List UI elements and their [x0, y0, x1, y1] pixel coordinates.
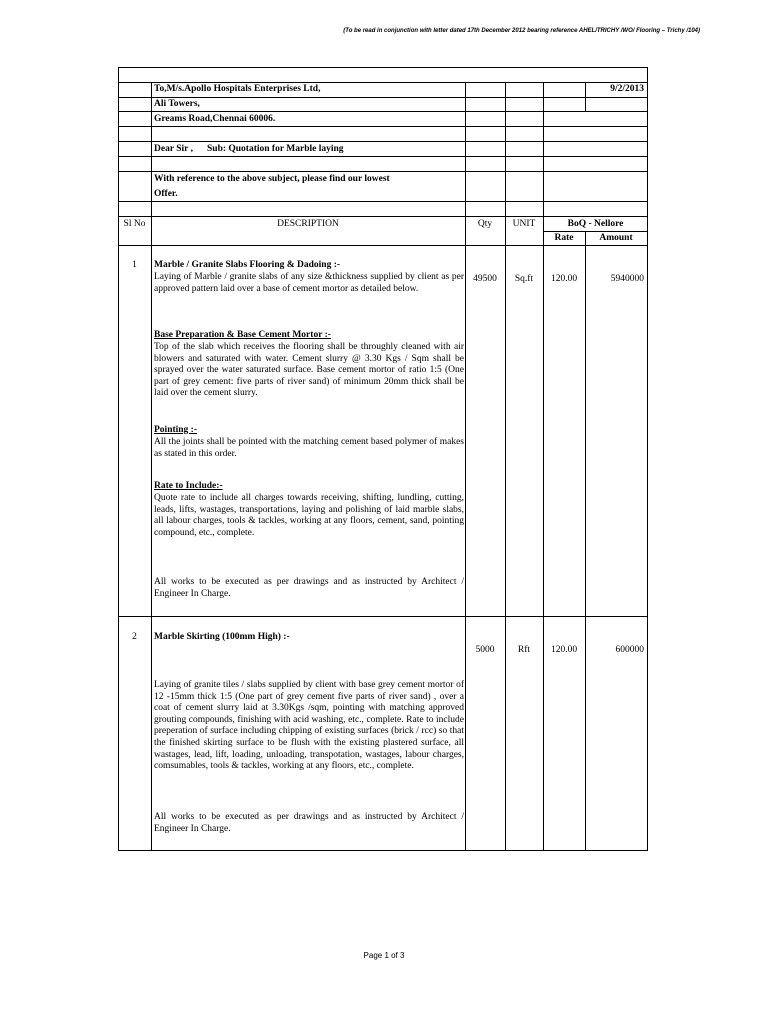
item-1-section-heading: Pointing :-: [154, 425, 198, 435]
header-boq: BoQ - Nellore: [567, 219, 624, 229]
item-2-unit: Rft: [517, 645, 531, 655]
item-1-section-heading: Base Preparation & Base Cement Mortor :-: [154, 330, 331, 340]
item-1-title: Marble / Granite Slabs Flooring & Dadoing :-: [154, 260, 341, 270]
rule-row: [118, 171, 648, 172]
rule-row: [118, 111, 648, 112]
rule-col-rate: [585, 231, 586, 851]
header-unit: UNIT: [512, 219, 536, 229]
item-1-sl: 1: [132, 260, 137, 270]
header-amount: Amount: [599, 233, 633, 243]
header-description: DESCRIPTION: [277, 219, 339, 229]
item-1-section-heading: Rate to Include:-: [154, 481, 223, 491]
rule-col-sl: [151, 82, 152, 851]
rule-right: [647, 67, 648, 851]
letter-date: 9/2/2013: [610, 84, 644, 94]
header-sl-no: Sl No: [123, 219, 146, 229]
item-2-qty: 5000: [475, 645, 495, 655]
item-1-closing: All works to be executed as per drawings and as instructed by Architect / Engineer In Charge.: [154, 577, 464, 599]
item-1-intro: Laying of Marble / granite slabs of any size &thickness supplied by client as per approved pattern laid over a base of cement mortor as detailed below.: [154, 272, 464, 294]
rule-item-divider: [118, 616, 648, 617]
item-1-section-text: Top of the slab which receives the flooring shall be throughly cleaned with air blowers and saturated with water. Cement slurry @ 3.30 Kgs / Sqm shall be sprayed over the water saturated surface. Base cement mortor of ratio 1:5 (One part of grey cement: five parts of river sand) of minimum 20mm thick shall be laid over the cement slurry.: [154, 342, 464, 399]
rule-row: [118, 97, 648, 98]
item-1-rate: 120.00: [550, 274, 578, 284]
item-1-qty: 49500: [473, 274, 497, 284]
item-2-sl: 2: [132, 632, 137, 642]
item-2-title: Marble Skirting (100mm High) :-: [154, 632, 290, 642]
address-line-2: Greams Road,Chennai 60006.: [154, 114, 276, 124]
salutation: Dear Sir ,: [154, 144, 193, 154]
reference-line-1: With reference to the above subject, please find our lowest: [154, 174, 390, 184]
header-reference-note: (To be read in conjunction with letter dated 17th December 2012 bearing reference AHEL/TRICHY /WO/ Flooring – Trichy /104): [343, 28, 700, 34]
item-1-amount: 5940000: [610, 274, 644, 284]
rule-left: [118, 67, 119, 851]
item-2-rate: 120.00: [550, 645, 578, 655]
quotation-table: [118, 67, 648, 851]
addressee: To,M/s.Apollo Hospitals Enterprises Ltd,: [154, 84, 321, 94]
rule-row: [118, 201, 648, 202]
rule-row: [118, 82, 648, 83]
rule-bottom: [118, 850, 648, 851]
page-number: Page 1 of 3: [363, 951, 405, 960]
header-rate: Rate: [554, 233, 574, 243]
item-1-section-text: All the joints shall be pointed with the matching cement based polymer of makes as stated in this order.: [154, 437, 464, 459]
rule-col-unit: [543, 82, 544, 851]
rule-header-bottom: [118, 245, 648, 246]
item-2-description: Laying of granite tiles / slabs supplied by client with base grey cement mortor of 12 -15mm thick 1:5 (One part of grey cement five parts of river sand) , over a coat of cement slurry laid at 3.30Kgs /sqm, pointing with matching approved grouting compounds, finishing with acid washing, etc., complete. Rate to include preperation of surface including chipping of existing surfaces (brick / rcc) so that the finished skirting surface to be flush with the existing plastered surface, all wastages, lead, lift, loading, unloading, transpotation, wastages, labour charges, comsumables, tools & tackles, working at any floors, etc., complete.: [154, 680, 464, 772]
item-1-unit: Sq.ft: [514, 274, 534, 284]
header-qty: Qty: [477, 219, 493, 229]
item-2-amount: 600000: [615, 645, 644, 655]
rule-col-desc: [465, 82, 466, 851]
subject-line: Sub: Quotation for Marble laying: [207, 144, 344, 154]
rule-row: [118, 141, 648, 142]
rule-row: [118, 156, 648, 157]
reference-line-2: Offer.: [154, 189, 178, 199]
rule-top: [118, 67, 648, 68]
rule-row: [118, 126, 648, 127]
item-1-section-text: Quote rate to include all charges towards receiving, shifting, lundling, cutting, leads, lifts, wastages, transportations, laying and polishing of laid marble slabs, all labour charges, tools & tackles, working at any floors, cement, sand, pointing compound, etc., complete.: [154, 493, 464, 538]
address-line-1: Ali Towers,: [154, 99, 200, 109]
rule-col-qty: [505, 82, 506, 851]
item-2-closing: All works to be executed as per drawings and as instructed by Architect / Engineer In Charge.: [154, 812, 464, 834]
rule-row: [118, 216, 648, 217]
rule-boq: [543, 231, 648, 232]
